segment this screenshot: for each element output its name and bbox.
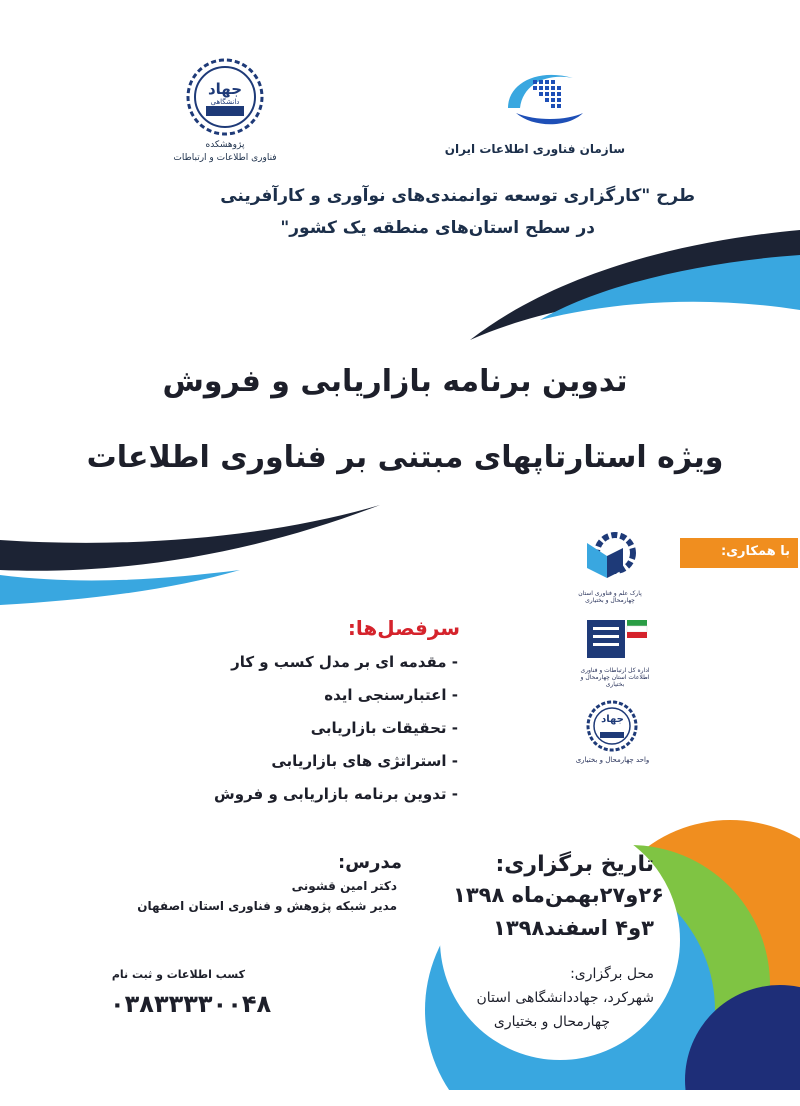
partner-caption-park: پارک علم و فناوری استان چهارمحال و بختیاری [578, 590, 642, 604]
topic-item: - مقدمه ای بر مدل کسب و کار [231, 653, 458, 671]
science-park-gear-icon [575, 528, 645, 588]
event-date-line2: ۳و۴ اسفند۱۳۹۸ [493, 916, 654, 940]
jihad-logo-sub: دانشگاهی [210, 98, 240, 106]
partner-caption-jihad: واحد چهارمحال و بختیاری [575, 756, 650, 764]
headline-line1: تدوین برنامه بازاریابی و فروش [162, 364, 628, 399]
jihad-institute-line1: پژوهشکده [205, 140, 245, 150]
jihad-logo [186, 58, 264, 136]
ito-logo-icon [488, 58, 598, 138]
topic-item: - تدوین برنامه بازاریابی و فروش [214, 785, 458, 803]
topic-item: - اعتبارسنجی ایده [324, 686, 458, 704]
headline-line2: ویژه استارتاپهای مبتنی بر فناوری اطلاعات [86, 440, 724, 475]
ito-name: سازمان فناوری اطلاعات ایران [444, 142, 625, 156]
instructor-role: مدیر شبکه پژوهش و فناوری استان اصفهان [137, 899, 397, 913]
topic-item: - استراتژی های بازاریابی [271, 752, 458, 770]
event-venue-label: محل برگزاری: [570, 966, 654, 982]
registration-phone[interactable]: ۰۳۸۳۳۳۳۰۰۴۸ [110, 990, 272, 1018]
partner-jihad-word: جهاد [601, 714, 624, 725]
collaboration-label: با همکاری: [720, 544, 790, 559]
instructor-label: مدرس: [338, 852, 402, 873]
event-date-line1: ۲۶و۲۷بهمن‌ماه ۱۳۹۸ [453, 883, 664, 907]
topics-title: سرفصل‌ها: [347, 616, 460, 640]
jihad-unit-gear-icon [575, 700, 650, 752]
ito-logo [488, 58, 598, 138]
partner-logo-jihad [575, 700, 650, 772]
ict-office-flag-icon [575, 615, 655, 665]
jihad-institute-line2: فناوری اطلاعات و ارتباطات [173, 153, 277, 163]
instructor-name: دکتر امین قشونی [291, 879, 397, 893]
event-venue-line2: چهارمحال و بختیاری [493, 1014, 610, 1030]
program-line2: در سطح استان‌های منطقه یک کشور" [280, 218, 595, 238]
event-date-label: تاریخ برگزاری: [495, 852, 654, 877]
jihad-logo-word: جهاد [207, 80, 243, 98]
registration-label: کسب اطلاعات و ثبت نام [111, 968, 245, 981]
collaboration-badge [680, 538, 798, 568]
partner-logo-ict [575, 615, 655, 687]
partner-logo-park [575, 528, 645, 606]
event-venue-line1: شهرکرد، جهاددانشگاهی استان [476, 990, 654, 1006]
partner-caption-ict: اداره کل ارتباطات و فناوری اطلاعات استان چهارمحال و بختیاری [580, 667, 650, 688]
program-line1: طرح "کارگزاری توسعه توانمندی‌های نوآوری و کارآفرینی [220, 186, 695, 206]
topic-item: - تحقیقات بازاریابی [310, 719, 458, 737]
